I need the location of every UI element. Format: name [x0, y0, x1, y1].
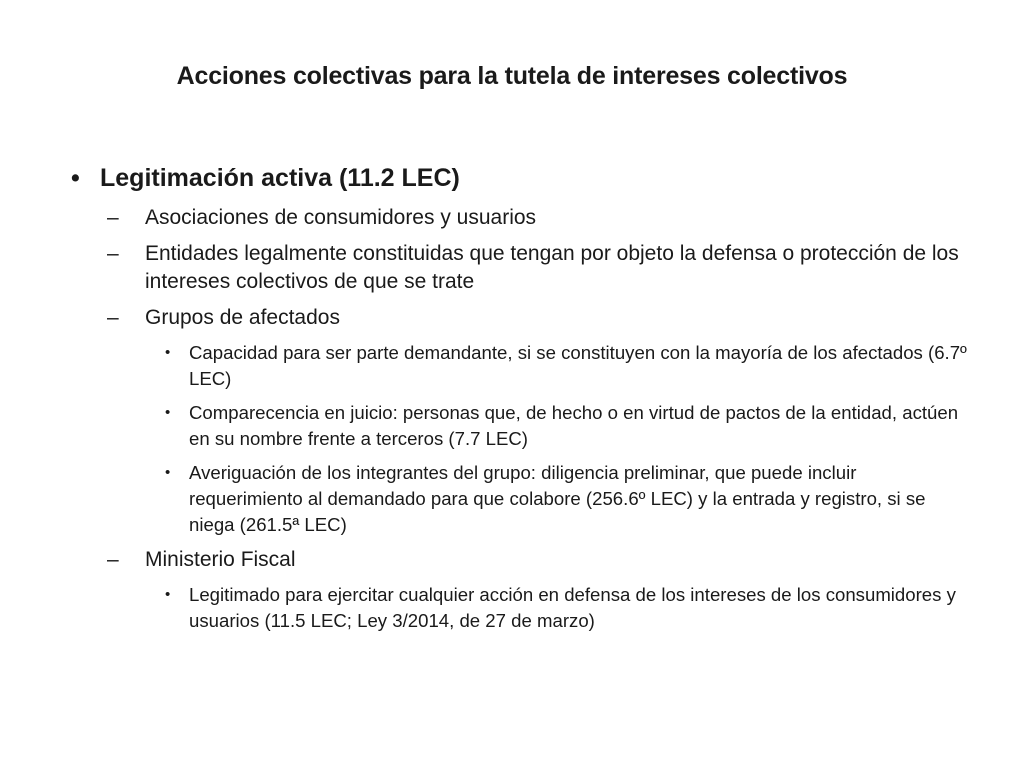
item-text: Legitimado para ejercitar cualquier acción en defensa de los intereses de los consumidores y usuarios (11.5 LEC; Ley 3/2014, de 27 de marzo) — [189, 584, 956, 631]
bullet-marker: • — [165, 586, 171, 603]
dash-marker: – — [107, 306, 119, 329]
dash-marker: – — [107, 242, 119, 265]
slide-content — [0, 160, 1024, 634]
subbullet-text: Ministerio Fiscal — [145, 548, 296, 571]
item-capacidad — [165, 340, 974, 392]
bullet-marker: • — [165, 404, 171, 421]
bullet-marker: • — [71, 164, 80, 192]
subbullet-asociaciones — [107, 204, 970, 232]
item-text: Averiguación de los integrantes del grupo: diligencia preliminar, que puede incluir requerimiento al demandado para que colabore (256.6º LEC) y la entrada y registro, si se niega (261.5ª LEC) — [189, 462, 926, 535]
item-averiguacion — [165, 460, 974, 538]
bullet-legitimacion-activa — [71, 160, 960, 196]
subbullet-text: Grupos de afectados — [145, 306, 340, 329]
subbullet-ministerio-fiscal — [107, 546, 970, 574]
item-text: Comparecencia en juicio: personas que, de hecho o en virtud de pactos de la entidad, actúen en su nombre frente a terceros (7.7 LEC) — [189, 402, 959, 449]
subbullet-entidades — [107, 240, 970, 296]
item-comparecencia — [165, 400, 974, 452]
item-text: Capacidad para ser parte demandante, si se constituyen con la mayoría de los afectados (6.7º LEC) — [189, 342, 967, 389]
subbullet-text: Asociaciones de consumidores y usuarios — [145, 206, 537, 229]
subbullet-grupos-afectados — [107, 304, 970, 332]
bullet-text: Legitimación activa (11.2 LEC) — [100, 164, 460, 192]
bullet-marker: • — [165, 344, 171, 361]
dash-marker: – — [107, 548, 119, 571]
item-legitimado — [165, 582, 974, 634]
slide-title: Acciones colectivas para la tutela de intereses colectivos — [176, 62, 848, 90]
bullet-marker: • — [165, 464, 171, 481]
subbullet-text: Entidades legalmente constituidas que tengan por objeto la defensa o protección de los intereses colectivos de que se trate — [145, 242, 959, 293]
dash-marker: – — [107, 206, 119, 229]
